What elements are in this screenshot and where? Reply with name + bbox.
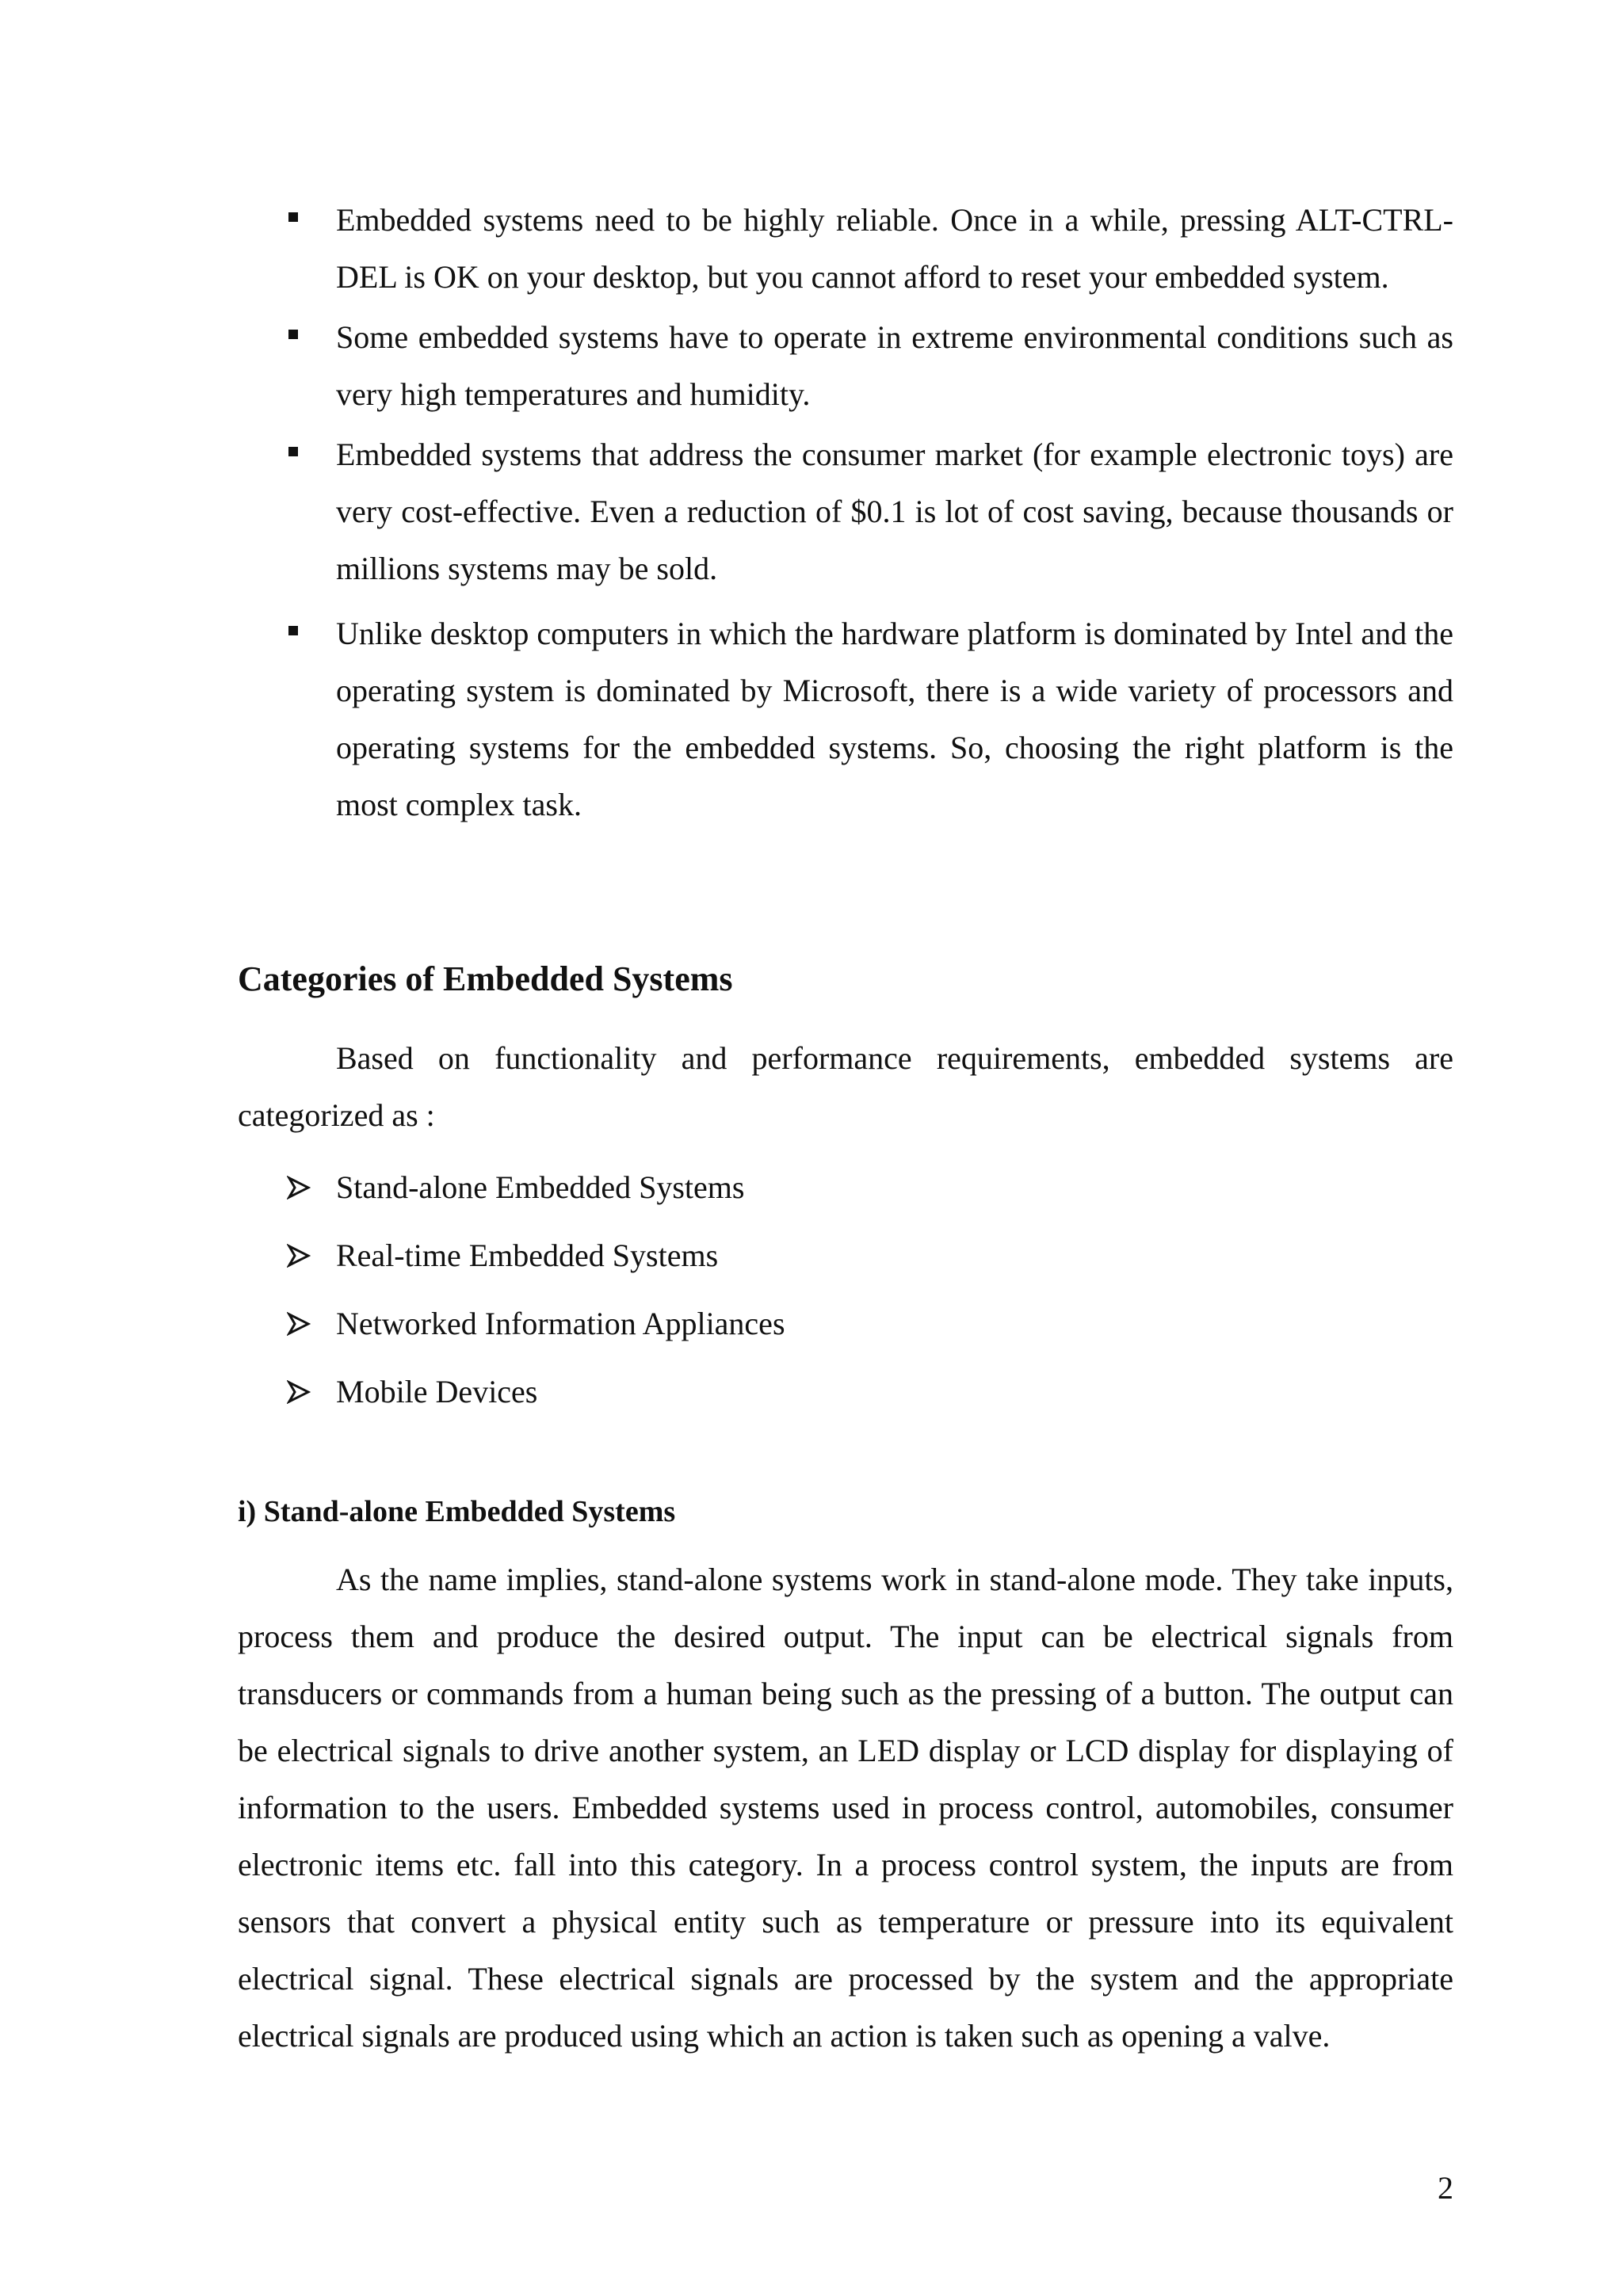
bullet-text: Embedded systems that address the consumer market (for example electronic toys) are very cost-effective. Even a reduction of $0.1 is lot of cost saving, because thousands or millions systems may be sold. [336,437,1453,586]
subsection-heading: i) Stand-alone Embedded Systems [238,1495,676,1528]
list-item [238,1358,1453,1426]
square-bullet-icon [288,447,298,456]
list-item [238,605,1453,833]
list-item [238,1290,1453,1358]
category-label: Stand-alone Embedded Systems [336,1169,745,1205]
list-item [238,192,1453,306]
bullet-text: Some embedded systems have to operate in extreme environmental conditions such as very high temperatures and humidity. [336,319,1453,412]
arrowhead-bullet-icon [287,1312,311,1336]
square-bullet-icon [288,212,298,222]
section-intro-paragraph: Based on functionality and performance requirements, embedded systems are categorized as : [238,1040,1453,1133]
page-number: 2 [1438,2170,1453,2206]
subsection-body-paragraph: As the name implies, stand-alone systems work in stand-alone mode. They take inputs, process them and produce the desired output. The input can be electrical signals from transducers or commands from a human being such as the pressing of a button. The output can be electrical signals to drive another system, an LED display or LCD display for displaying of information to the users. Embedded systems used in process control, automobiles, consumer electronic items etc. fall into this category. In a process control system, the inputs are from sensors that convert a physical entity such as temperature or pressure into its equivalent electrical signal. These electrical signals are processed by the system and the appropriate electrical signals are produced using which an action is taken such as opening a valve. [238,1562,1453,2054]
bullet-text: Unlike desktop computers in which the hardware platform is dominated by Intel and the operating system is dominated by Microsoft, there is a wide variety of processors and operating systems for the embedded systems. So, choosing the right platform is the most complex task. [336,616,1453,822]
bullet-text: Embedded systems need to be highly reliable. Once in a while, pressing ALT-CTRL-DEL is OK on your desktop, but you cannot afford to reset your embedded system. [336,202,1453,295]
arrowhead-bullet-icon [287,1380,311,1404]
category-label: Networked Information Appliances [336,1306,785,1341]
category-label: Real-time Embedded Systems [336,1238,719,1273]
list-item [238,426,1453,597]
category-label: Mobile Devices [336,1374,538,1409]
section-heading: Categories of Embedded Systems [238,959,733,998]
arrowhead-bullet-icon [287,1244,311,1268]
square-bullet-icon [288,626,298,635]
list-item [238,309,1453,423]
list-item [238,1222,1453,1290]
categories-list [238,1154,1453,1426]
arrowhead-bullet-icon [287,1176,311,1199]
characteristics-bullet-list [238,192,1453,837]
square-bullet-icon [288,330,298,339]
list-item [238,1154,1453,1222]
